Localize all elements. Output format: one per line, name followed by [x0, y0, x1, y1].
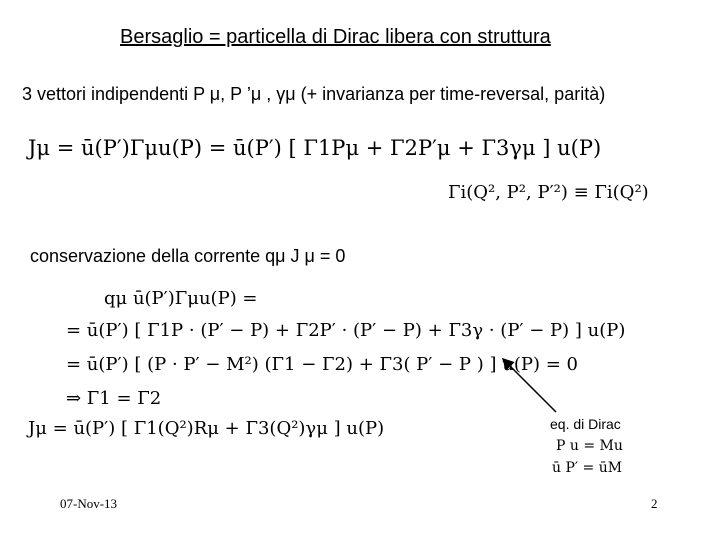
independent-vectors-text: 3 vettori indipendenti P μ, P ’μ , γμ (+ invarianza per time-reversal, parità) — [22, 84, 606, 104]
equation-row-3: = ū(P′) [ (P · P′ − M²) (Γ1 − Γ2) + Γ3( P′ − P ) ] u(P) = 0 — [66, 354, 578, 375]
dirac-equation-1: P u = Mu — [556, 438, 623, 454]
dirac-equation-label: eq. di Dirac — [550, 416, 621, 432]
footer-date: 07-Nov-13 — [60, 496, 118, 511]
equation-row-4: ⇒ Γ1 = Γ2 — [66, 388, 162, 409]
current-equation: Jμ = ū(P′)Γμu(P) = ū(P′) [ Γ1Pμ + Γ2P′μ + Γ3γμ ] u(P) — [28, 136, 602, 160]
dirac-equation-2: ū P′ = ūM — [552, 460, 623, 476]
pointer-arrow — [490, 350, 570, 420]
form-factor-equation: Γi(Q², P², P′²) ≡ Γi(Q²) — [448, 182, 649, 203]
equation-row-2: = ū(P′) [ Γ1P · (P′ − P) + Γ2P′ · (P′ − P) + Γ3γ · (P′ − P) ] u(P) — [66, 320, 626, 341]
current-conservation-text: conservazione della corrente qμ J μ = 0 — [30, 246, 346, 266]
slide-title: Bersaglio = particella di Dirac libera con struttura — [120, 26, 551, 48]
equation-row-5: Jμ = ū(P′) [ Γ1(Q²)Rμ + Γ3(Q²)γμ ] u(P) — [28, 418, 385, 439]
equation-row-1: qμ ū(P′)Γμu(P) = — [104, 288, 258, 309]
page-number: 2 — [651, 496, 658, 511]
